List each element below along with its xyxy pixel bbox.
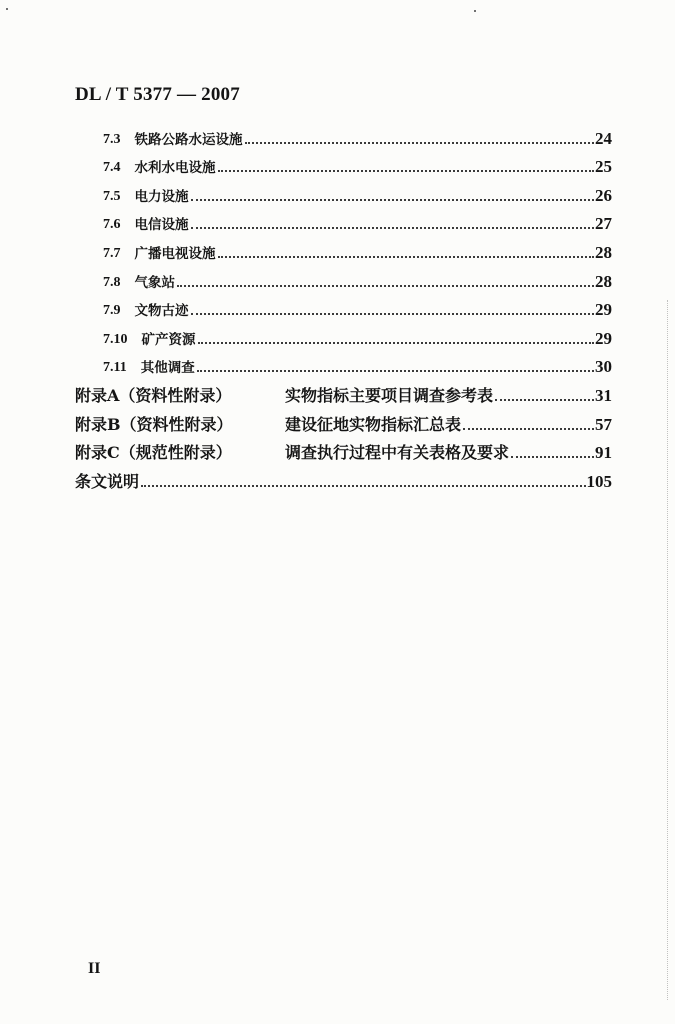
dot-leader — [495, 399, 594, 401]
toc-appendix-entry[interactable] — [0, 436, 675, 465]
toc-entry-number: 7.4 — [103, 160, 121, 176]
toc-entry-number: 7.5 — [103, 188, 121, 204]
toc-entry-number: 7.10 — [103, 331, 128, 347]
toc-entry-page: 25 — [595, 157, 612, 177]
appendix-label: 附录B（资料性附录） — [75, 414, 233, 434]
toc-entry-number: 7.7 — [103, 245, 121, 261]
toc-entry-title: 广播电视设施 — [134, 245, 216, 262]
toc-entry-number: 7.8 — [103, 274, 121, 290]
toc-entry[interactable] — [0, 235, 675, 264]
toc-entry[interactable] — [0, 121, 675, 150]
toc-entry-page: 30 — [595, 357, 612, 377]
dot-leader — [198, 342, 595, 344]
toc-explanation-entry[interactable] — [0, 464, 675, 493]
footer-page-number: II — [88, 960, 101, 977]
toc-entry[interactable] — [0, 150, 675, 179]
appendix-title: 实物指标主要项目调查参考表 — [285, 385, 494, 405]
dot-leader — [191, 199, 595, 201]
toc-entry[interactable] — [0, 207, 675, 236]
appendix-page: 31 — [595, 385, 612, 405]
toc-entry[interactable] — [0, 293, 675, 322]
dot-leader — [218, 256, 595, 258]
toc-entry-title: 电力设施 — [134, 188, 189, 205]
appendix-title: 建设征地实物指标汇总表 — [285, 414, 462, 434]
appendix-label: 附录C（规范性附录） — [75, 443, 232, 463]
scan-speck — [474, 10, 476, 12]
toc-entry-page: 28 — [595, 242, 612, 262]
toc-appendix-entry[interactable] — [0, 407, 675, 436]
table-of-contents — [0, 121, 675, 493]
toc-entry-title: 其他调查 — [140, 360, 195, 377]
toc-entry-number: 7.11 — [103, 360, 127, 376]
toc-entry-page: 28 — [595, 271, 612, 291]
toc-entry-title: 矿产资源 — [141, 331, 196, 348]
toc-entry-page: 27 — [595, 214, 612, 234]
appendix-title: 调查执行过程中有关表格及要求 — [285, 443, 510, 463]
toc-entry-page: 29 — [595, 328, 612, 348]
toc-entry-number: 7.6 — [103, 217, 121, 233]
dot-leader — [177, 285, 594, 287]
dot-leader — [245, 142, 595, 144]
toc-entry-title: 电信设施 — [134, 217, 189, 234]
toc-entry[interactable] — [0, 350, 675, 379]
toc-entry-page: 29 — [595, 300, 612, 320]
dot-leader — [511, 456, 594, 458]
toc-appendix-entry[interactable] — [0, 378, 675, 407]
appendix-label: 附录A（资料性附录） — [75, 385, 232, 405]
scan-speck — [6, 8, 8, 10]
toc-entry[interactable] — [0, 178, 675, 207]
toc-entry-title: 铁路公路水运设施 — [134, 131, 243, 148]
toc-entry-number: 7.9 — [103, 303, 121, 319]
dot-leader — [197, 370, 594, 372]
toc-entry[interactable] — [0, 264, 675, 293]
explanation-title: 条文说明 — [75, 471, 140, 491]
appendix-page: 57 — [595, 414, 612, 434]
document-code-header: DL / T 5377 — 2007 — [75, 84, 240, 105]
dot-leader — [463, 428, 594, 430]
dot-leader — [191, 227, 595, 229]
toc-entry-title: 水利水电设施 — [134, 160, 216, 177]
toc-entry[interactable] — [0, 321, 675, 350]
toc-entry-page: 26 — [595, 185, 612, 205]
appendix-page: 91 — [595, 443, 612, 463]
toc-entry-page: 24 — [595, 128, 612, 148]
dot-leader — [191, 313, 595, 315]
dot-leader — [141, 485, 585, 487]
toc-entry-title: 文物古迹 — [134, 303, 189, 320]
toc-entry-title: 气象站 — [134, 274, 175, 291]
dot-leader — [218, 170, 595, 172]
toc-entry-number: 7.3 — [103, 131, 121, 147]
explanation-page: 105 — [586, 471, 612, 491]
